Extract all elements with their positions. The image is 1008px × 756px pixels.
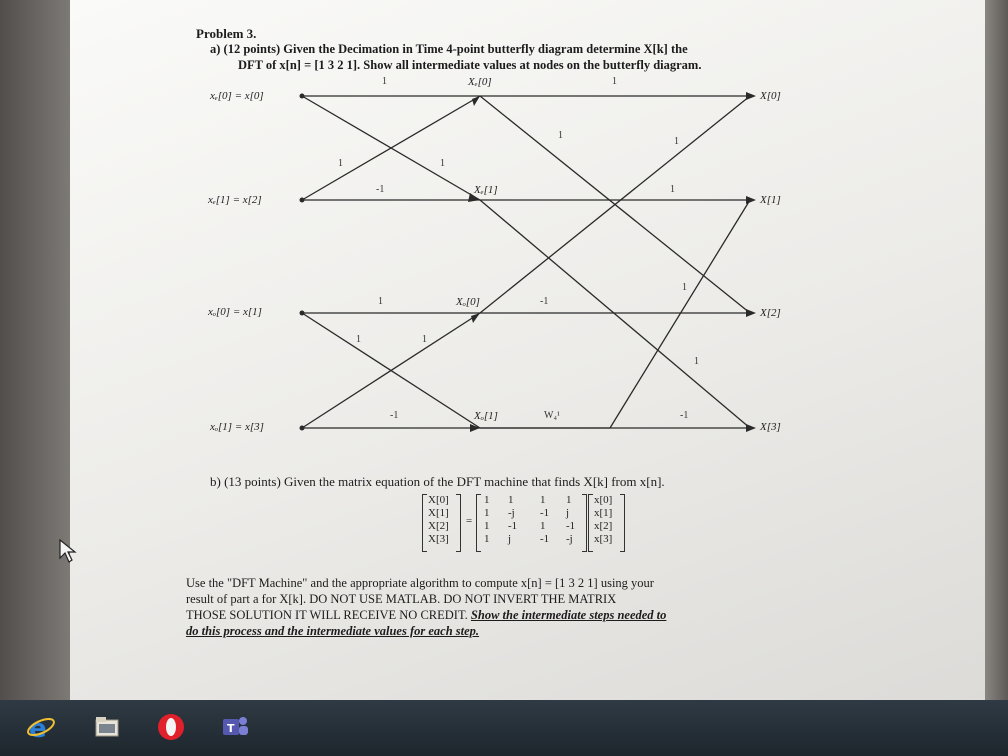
node-label-xo0: Xₒ[0]	[456, 296, 480, 308]
branch-weight: 1	[670, 184, 675, 195]
twiddle-label: W₄¹	[544, 410, 560, 421]
input-label-0: xₑ[0] = x[0]	[210, 90, 264, 102]
matrix-col-3: 1 j -1 -j	[566, 494, 576, 545]
branch-weight: -1	[680, 410, 689, 421]
input-label-1: xₑ[1] = x[2]	[208, 194, 262, 206]
instruction-line-1: Use the "DFT Machine" and the appropriate algorithm to compute x[n] = [1 3 2 1] using your	[186, 576, 654, 590]
branch-weight: 1	[558, 130, 563, 141]
branch-weight: -1	[540, 296, 549, 307]
teams-icon[interactable]	[218, 710, 252, 744]
node-label-xe1: Xₑ[1]	[474, 184, 498, 196]
opera-icon[interactable]	[154, 710, 188, 744]
svg-text:e: e	[29, 714, 47, 742]
branch-weight: 1	[674, 136, 679, 147]
rhs-vector: x[0] x[1] x[2] x[3]	[594, 494, 613, 545]
lhs-bracket-left	[422, 494, 427, 552]
monitor-bezel-right	[985, 0, 1008, 700]
document-page	[70, 0, 985, 700]
matrix-col-1: 1 -j -1 j	[508, 494, 518, 545]
matrix-bracket-right	[582, 494, 587, 552]
branch-weight: 1	[356, 334, 361, 345]
branch-weight: 1	[612, 76, 617, 87]
rhs-bracket-left	[588, 494, 593, 552]
input-label-3: xₒ[1] = x[3]	[210, 421, 264, 433]
output-label-0: X[0]	[760, 90, 781, 102]
ie-icon[interactable]	[24, 710, 58, 744]
node-label-xe0: Xₑ[0]	[468, 76, 492, 88]
part-b-line	[210, 474, 665, 490]
output-label-2: X[2]	[760, 307, 781, 319]
part-a-line-2: DFT of x[n] = [1 3 2 1]. Show all intermediate values at nodes on the butterfly diagram.	[238, 58, 702, 72]
mouse-cursor-icon	[58, 538, 80, 564]
matrix-col-2: 1 -1 1 -1	[540, 494, 550, 545]
problem-title: Problem 3.	[196, 26, 257, 41]
part-b-text: b) (13 points) Given the matrix equation of the DFT machine that finds X[k] from x[n].	[210, 474, 665, 489]
matrix-col-0: 1 1 1 1	[484, 494, 490, 545]
input-label-2: xₒ[0] = x[1]	[208, 306, 262, 318]
branch-weight: 1	[440, 158, 445, 169]
instruction-line-3	[186, 608, 666, 623]
monitor-bezel-left	[0, 0, 70, 700]
file-explorer-icon[interactable]	[90, 710, 124, 744]
matrix-bracket-left	[476, 494, 481, 552]
node-label-xo1: Xₒ[1]	[474, 410, 498, 422]
branch-weight: -1	[376, 184, 385, 195]
output-label-1: X[1]	[760, 194, 781, 206]
branch-weight: 1	[682, 282, 687, 293]
butterfly-diagram	[70, 0, 985, 460]
lhs-bracket-right	[456, 494, 461, 552]
branch-weight: 1	[378, 296, 383, 307]
branch-weight: 1	[422, 334, 427, 345]
taskbar	[0, 700, 1008, 756]
instruction-line-3b: Show the intermediate steps needed to	[470, 608, 667, 622]
branch-weight: 1	[338, 158, 343, 169]
instruction-line-3a: THOSE SOLUTION IT WILL RECEIVE NO CREDIT.	[186, 608, 468, 622]
lhs-vector: X[0] X[1] X[2] X[3]	[428, 494, 449, 545]
part-a-line-1: a) (12 points) Given the Decimation in Time 4-point butterfly diagram determine X[k] the	[210, 42, 688, 56]
svg-text:T: T	[227, 722, 235, 735]
branch-weight: 1	[382, 76, 387, 87]
branch-weight: 1	[694, 356, 699, 367]
rhs-bracket-right	[620, 494, 625, 552]
instruction-line-2: result of part a for X[k]. DO NOT USE MATLAB. DO NOT INVERT THE MATRIX	[186, 592, 617, 606]
branch-weight: -1	[390, 410, 399, 421]
screen	[70, 0, 985, 700]
equals-sign: =	[466, 515, 473, 527]
instruction-line-4: do this process and the intermediate values for each step.	[186, 624, 480, 638]
output-label-3: X[3]	[760, 421, 781, 433]
